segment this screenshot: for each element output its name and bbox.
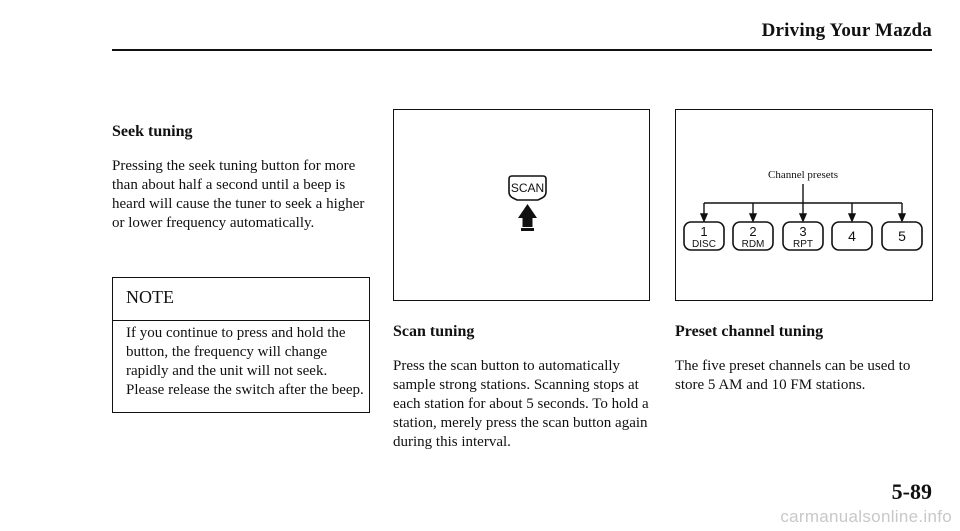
preset-button-2 [733,222,773,250]
preset-buttons-figure [675,109,933,301]
note-box [112,277,370,413]
preset-illustration [676,110,931,299]
preset-button-5 [882,222,922,250]
preset-button-4 [832,222,872,250]
preset-4-number: 4 [848,228,856,244]
scan-tuning-heading: Scan tuning [393,323,475,340]
seek-tuning-heading: Seek tuning [112,123,193,140]
preset-tuning-text: The five preset channels can be used to store 5 AM and 10 FM stations. [675,358,911,393]
preset-button-1 [684,222,724,250]
page-number: 5-89 [891,479,932,504]
preset-leader-lines [701,184,905,221]
scan-button [509,176,546,200]
note-divider [113,320,369,321]
scan-button-figure [393,109,650,301]
preset-2-number: 2 [749,224,757,239]
watermark: carmanualsonline.info [780,507,952,526]
preset-1-number: 1 [700,224,708,239]
preset-3-label: RPT [793,239,813,250]
page-header-title: Driving Your Mazda [761,20,932,41]
preset-3-number: 3 [799,224,807,239]
preset-2-label: RDM [741,239,765,250]
scan-illustration [394,110,648,299]
channel-presets-caption: Channel presets [768,169,838,181]
scan-button-label: SCAN [510,181,545,195]
note-title: NOTE [126,287,174,307]
seek-tuning-text: Pressing the seek tuning button for more than about half a second until a beep is heard will cause the tuner to seek a higher or lower frequency automatically. [112,158,365,231]
scan-tuning-text: Press the scan button to automatically sample strong stations. Scanning stops at each station for about 5 seconds. To hold a station, merely press the scan button again during this interval. [393,358,649,450]
preset-5-number: 5 [898,228,906,244]
note-text: If you continue to press and hold the button, the frequency will change rapidly and the unit will not seek. Please release the switch after the beep. [126,325,364,398]
header-rule [112,49,932,51]
preset-button-3 [783,222,823,250]
press-arrow-icon [518,204,537,231]
preset-1-label: DISC [692,239,716,250]
preset-tuning-heading: Preset channel tuning [675,323,824,340]
